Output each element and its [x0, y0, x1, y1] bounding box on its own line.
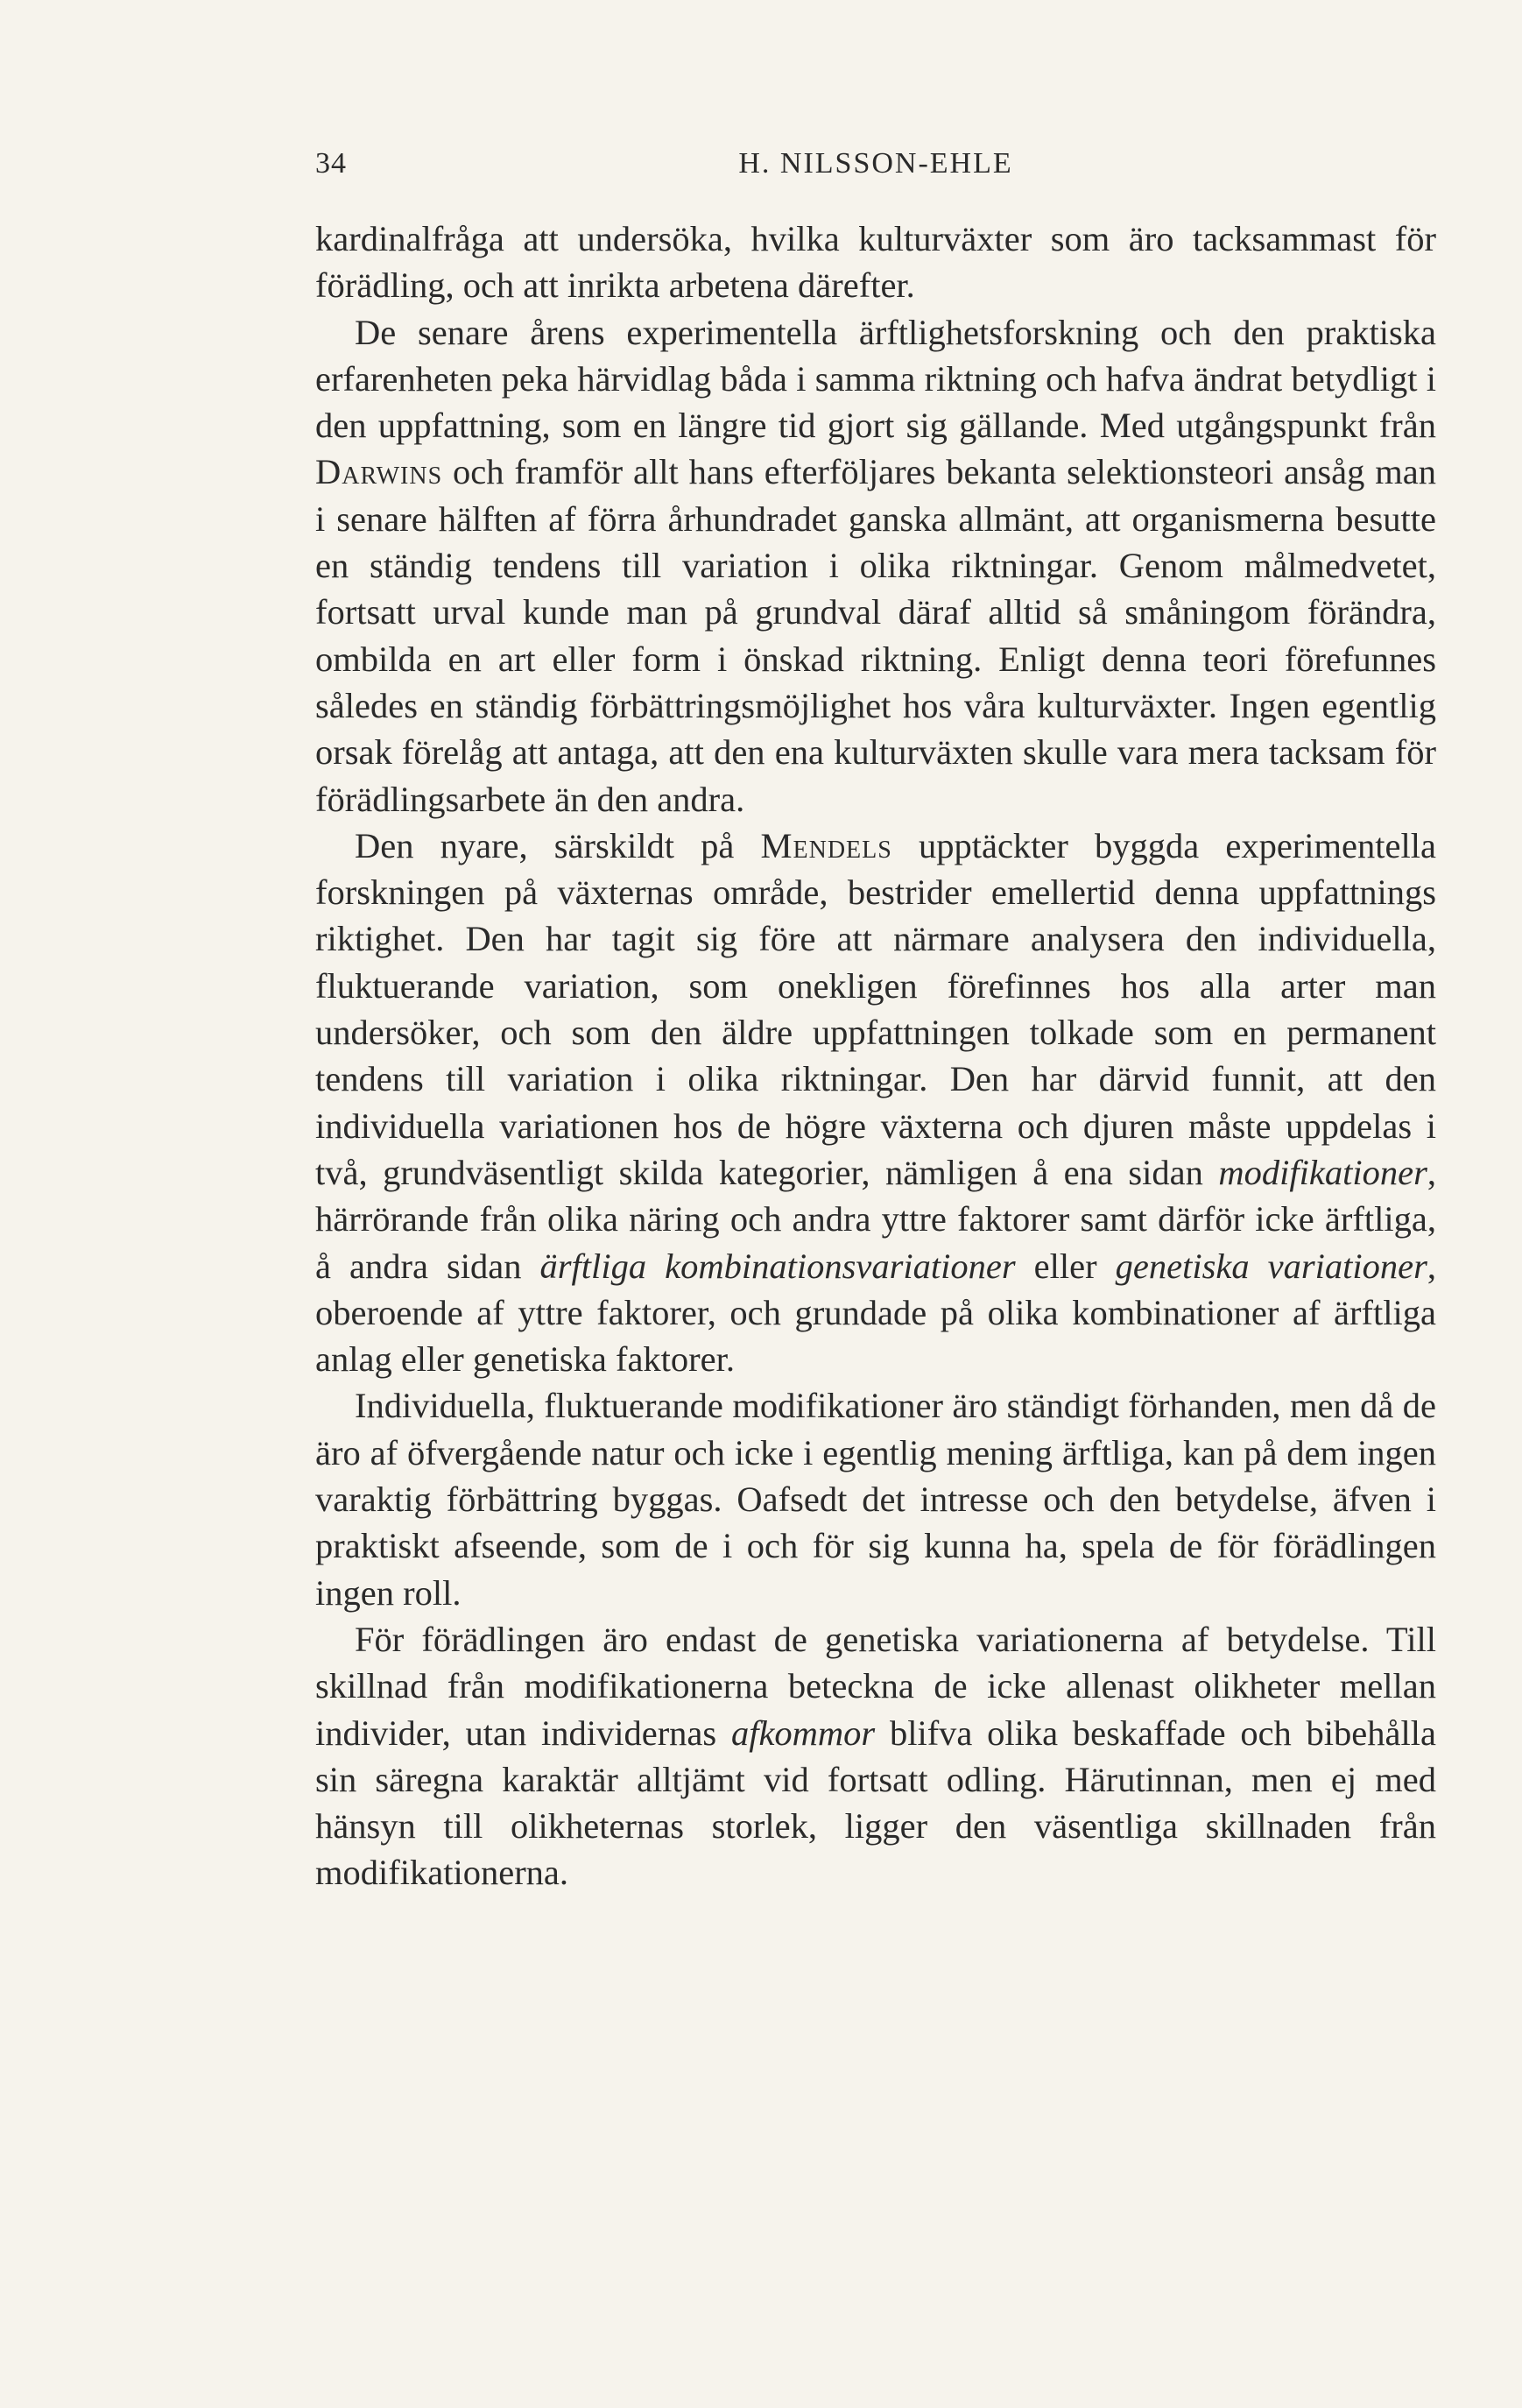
paragraph-1-text: kardinalfråga att undersöka, hvilka kulturväxter som äro tacksammast för förädling, och att inrikta arbetena därefter. — [315, 219, 1436, 306]
term-genetiska-variationer: genetiska variationer — [1115, 1246, 1427, 1286]
paragraph-4 — [315, 1382, 1436, 1615]
paragraph-5 — [315, 1616, 1436, 1896]
term-afkommor: afkommor — [730, 1712, 876, 1753]
paragraph-4-text: Individuella, fluktuerande modifikationer äro ständigt förhanden, men då de äro af öfvergående natur och icke i egentlig mening ärftliga, kan på dem ingen varaktig förbättring byggas. Oafsedt det intresse och den betydelse, äfven i praktiskt afseende, som de i och för sig kunna ha, spela de för förädlingen ingen roll. — [315, 1386, 1436, 1613]
paragraph-2-part-b: och framför allt hans efterföljares bekanta selektionsteori ansåg man i senare hälften af förra århundradet ganska allmänt, att organismerna besutte en ständig tendens till variation i olika riktningar. Genom målmedvetet, fortsatt urval kunde man på grundval däraf alltid så småningom förändra, ombilda en art eller form i önskad riktning. Enligt denna teori förefunnes således en ständig förbättringsmöjlighet hos våra kulturväxter. Ingen egentlig orsak förelåg att antaga, att den ena kulturväxten skulle vara mera tacksam för förädlingsarbete än den andra. — [315, 452, 1436, 819]
page-header — [315, 147, 1436, 186]
paragraph-3-part-c: , härrörande från olika näring och andra yttre faktorer samt därför icke ärftliga, å andra sidan — [315, 1152, 1436, 1286]
running-head: H. NILSSON-EHLE — [738, 147, 1013, 180]
term-modifikationer: modifikationer — [1218, 1152, 1427, 1192]
paragraph-1 — [315, 215, 1436, 309]
paragraph-5-part-b: blifva olika beskaffade och bibehålla sin säregna karaktär alltjämt vid fortsatt odling. Härutinnan, men ej med hänsyn till olikheternas storlek, ligger den väsentliga skillnaden från modifikationerna. — [315, 1712, 1436, 1893]
mendel-name: Mendels — [760, 825, 892, 865]
paragraph-2 — [315, 309, 1436, 823]
darwin-name: Darwins — [315, 452, 443, 492]
paragraph-3-part-b: upptäckter byggda experimentella forskningen på växternas område, bestrider emellertid denna uppfattnings riktighet. Den har tagit sig före att närmare analysera den individuella, fluktuerande variation, som onekligen förefinnes hos alla arter man undersöker, och som den äldre uppfattningen tolkade som en permanent tendens till variation i olika riktningar. Den har därvid funnit, att den individuella variationen hos de högre växterna och djuren måste uppdelas i två, grundväsentligt skilda kategorier, nämligen å ena sidan — [315, 825, 1436, 1192]
paragraph-3-part-d: eller — [1015, 1246, 1116, 1286]
body-text — [315, 215, 1436, 1896]
paragraph-3-part-e: , oberoende af yttre faktorer, och grundade på olika kombinationer af ärftliga anlag eller genetiska faktorer. — [315, 1246, 1436, 1380]
paragraph-3-part-a: Den nyare, särskildt på — [355, 825, 761, 865]
page-number: 34 — [315, 147, 347, 180]
paragraph-3 — [315, 823, 1436, 1383]
paragraph-2-part-a: De senare årens experimentella ärftlighetsforskning och den praktiska erfarenheten peka härvidlag båda i samma riktning och hafva ändrat betydligt i den uppfattning, som en längre tid gjort sig gällande. Med utgångspunkt från — [315, 312, 1436, 446]
paragraph-5-part-a: För förädlingen äro endast de genetiska variationerna af betydelse. Till skillnad från modifikationerna beteckna de icke allenast olikheter mellan individer, utan individernas — [315, 1619, 1436, 1753]
term-kombinationsvariationer: ärftliga kombinationsvariationer — [539, 1246, 1016, 1286]
